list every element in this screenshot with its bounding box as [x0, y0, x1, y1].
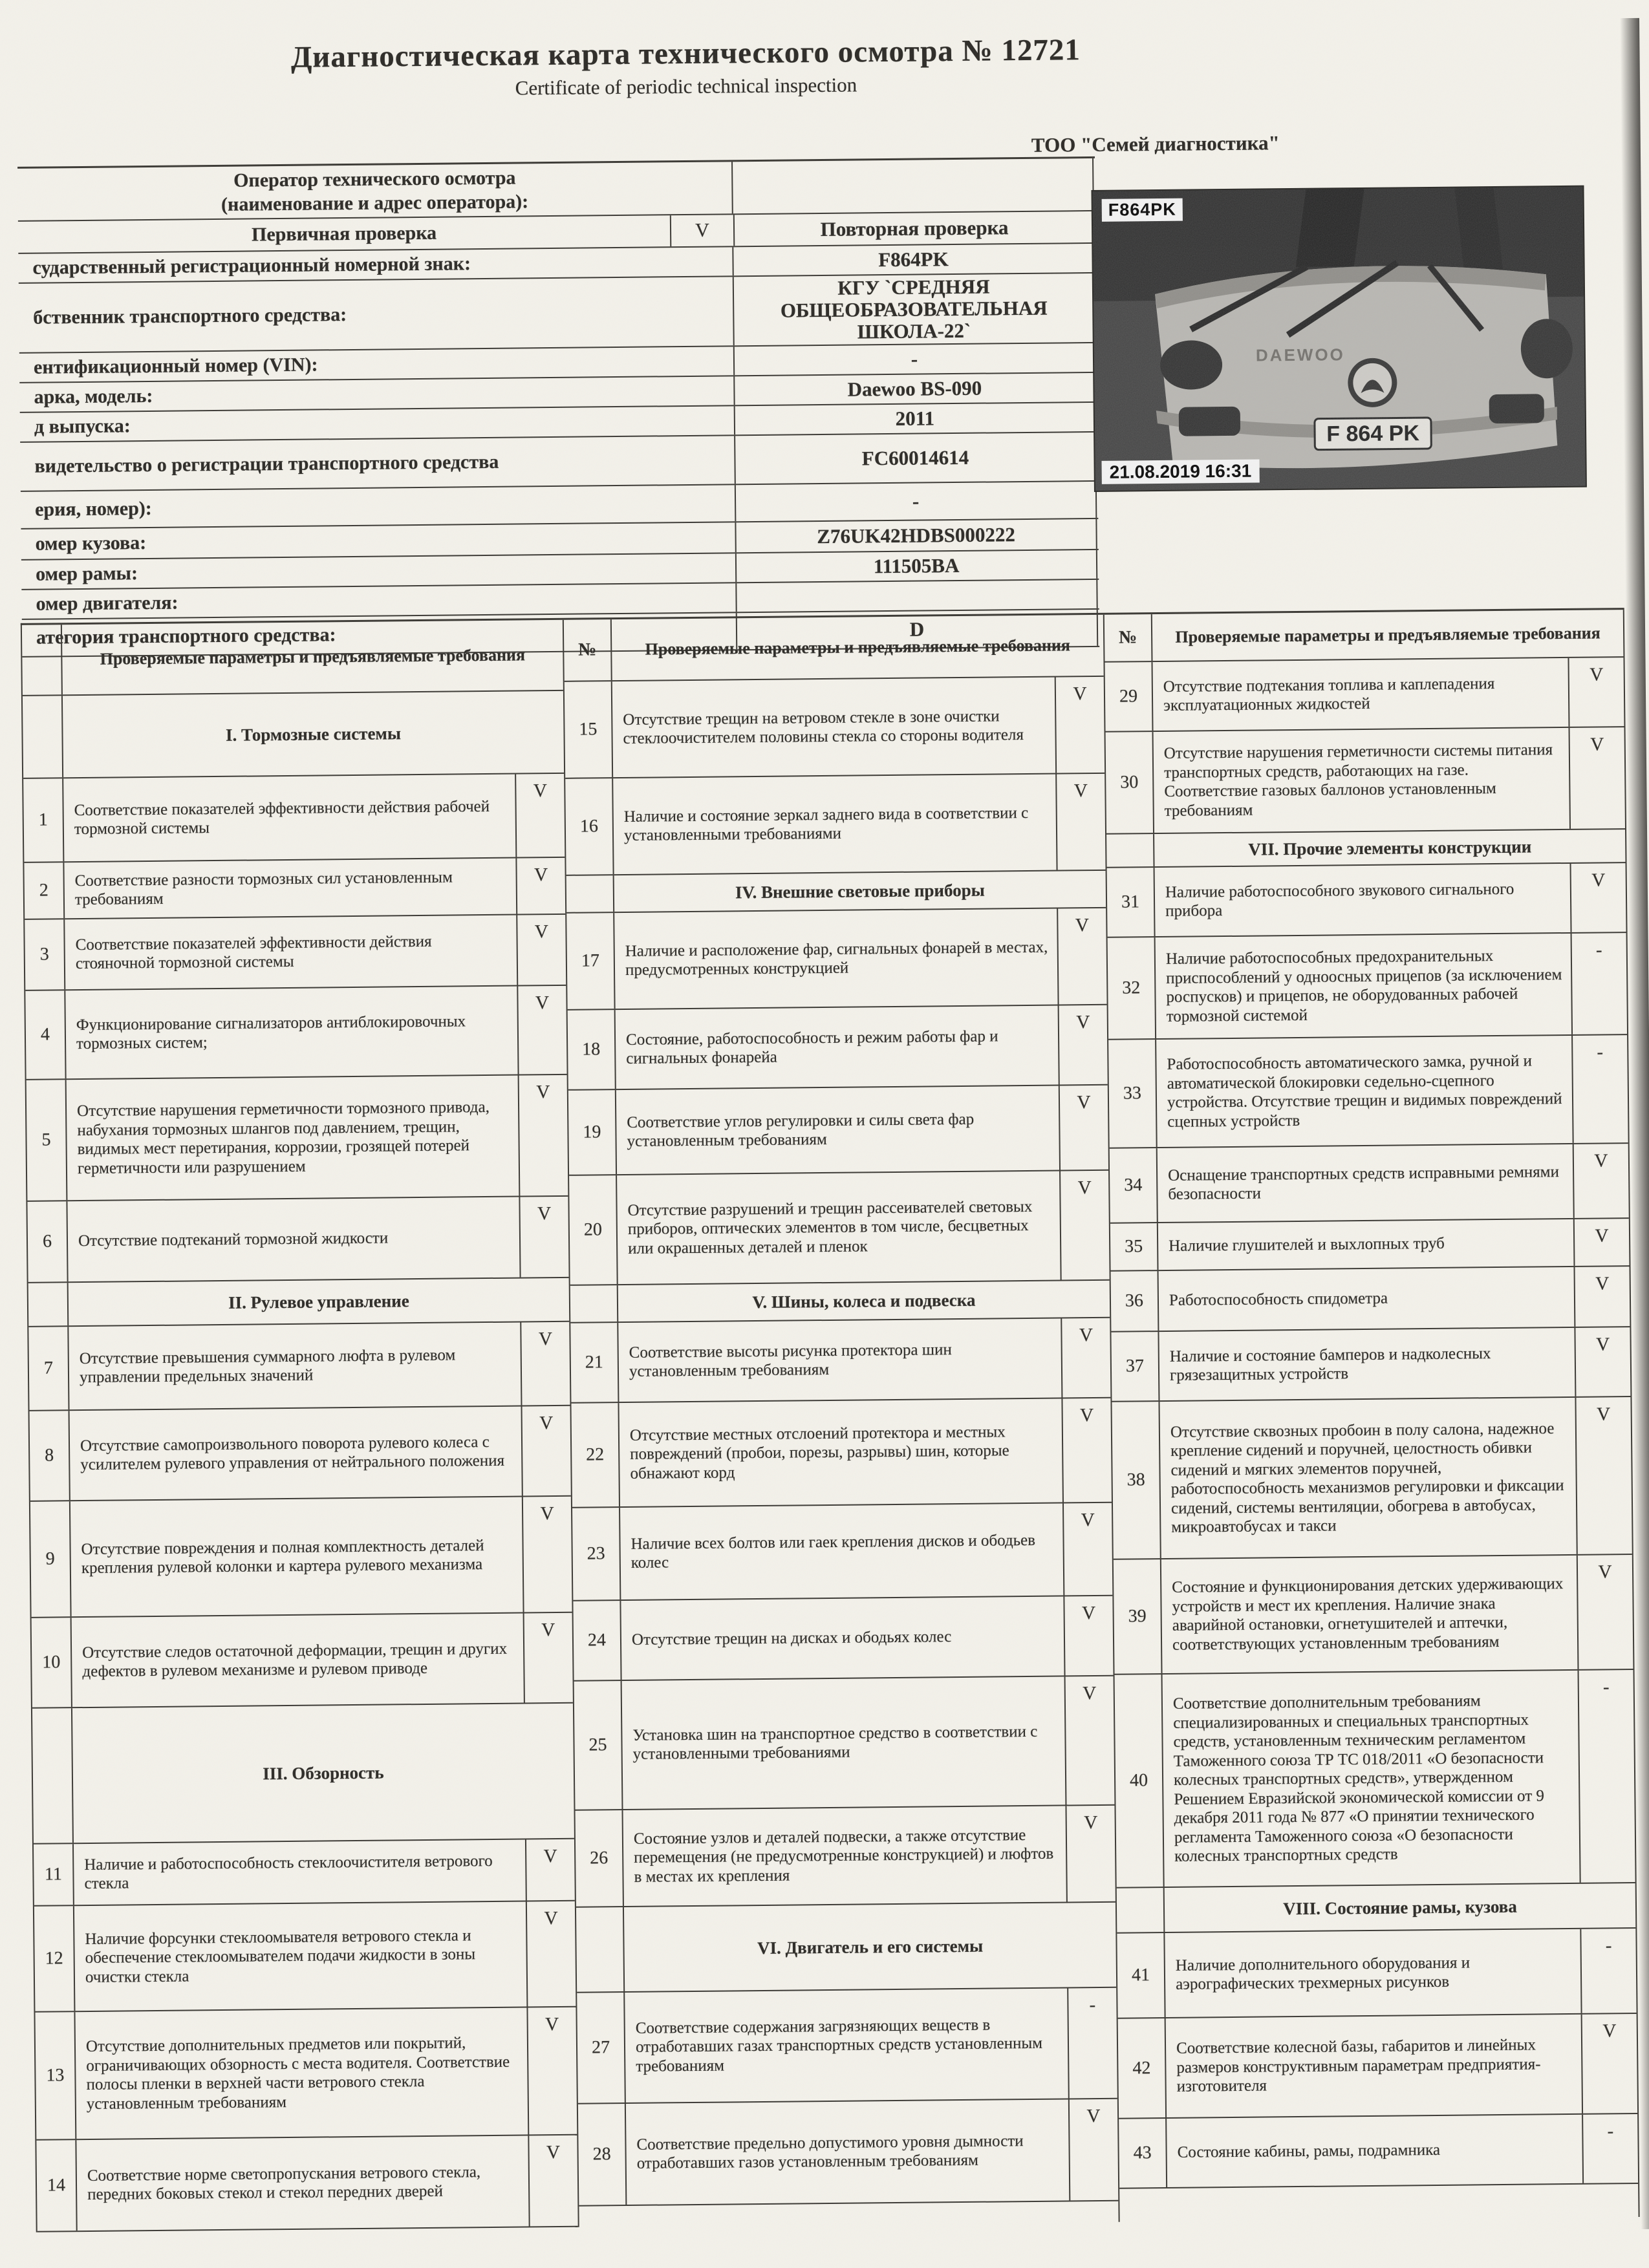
row-number: 10 — [32, 1618, 72, 1707]
row-number: 33 — [1108, 1040, 1158, 1148]
row-number: 1 — [23, 778, 64, 862]
row-text: Состояние и функционирования детских удерживающих устройств и мест их крепления. Наличие знака аварийной остановки, огнетушителей и аптечки, соответствующих установленным требованиям — [1161, 1556, 1579, 1673]
row-number: 6 — [27, 1201, 68, 1282]
row-checkmark: V — [1084, 1812, 1098, 1834]
row-text: Отсутствие местных отслоений протектора и местных повреждений (пробои, порезы, разрывы) шин, которые обнажают корд — [619, 1398, 1064, 1506]
row-checkmark: V — [1076, 1012, 1090, 1033]
section-row — [570, 1281, 1110, 1323]
table-row — [30, 1406, 571, 1502]
section-header: III. Обзорность — [263, 1762, 384, 1783]
row-text: Оснащение транспортных средств исправными ремнями безопасности — [1158, 1144, 1575, 1222]
section-number-cell — [32, 1708, 74, 1843]
row-number: 34 — [1110, 1148, 1158, 1223]
table-row — [566, 908, 1106, 1011]
section-header: VI. Двигатель и его системы — [757, 1936, 984, 1958]
table-row — [573, 1596, 1113, 1682]
row-text: Соответствие высоты рисунка протектора шин установленным требованиям — [618, 1318, 1062, 1402]
field-value: 2011 — [734, 403, 1096, 434]
row-number: 23 — [572, 1508, 621, 1600]
repeat-check-label: Повторная проверка — [733, 211, 1095, 246]
row-checkmark: V — [1594, 1150, 1608, 1171]
field-value: Daewoo BS-090 — [733, 373, 1095, 405]
row-text: Отсутствие самопроизвольного поворота рулевого колеса с усилителем рулевого управления от нейтрального положения — [70, 1407, 523, 1501]
row-number: 36 — [1111, 1271, 1159, 1331]
row-text: Соответствие углов регулировки и силы света фар установленным требованиям — [616, 1086, 1061, 1175]
row-text: Наличие всех болтов или гаек крепления дисков и ободьев колес — [620, 1503, 1064, 1599]
table-row — [25, 986, 566, 1080]
row-number: 39 — [1114, 1559, 1163, 1674]
row-checkmark: V — [1075, 915, 1090, 936]
row-checkmark: V — [541, 1620, 555, 1641]
row-checkmark: V — [534, 864, 548, 886]
field-value: D — [736, 610, 1099, 649]
section-header: IV. Внешние световые приборы — [735, 880, 985, 902]
table-row — [1106, 727, 1625, 835]
section-number-cell — [1117, 1888, 1165, 1932]
row-number: 4 — [25, 990, 66, 1079]
table-row — [1117, 1929, 1636, 2019]
table-row — [1108, 1035, 1628, 1149]
row-text: Отсутствие подтеканий тормозной жидкости — [67, 1197, 521, 1282]
row-number: 16 — [565, 778, 614, 875]
row-text: Отсутствие превышения суммарного люфта в рулевом управлении предельных значений — [69, 1323, 522, 1410]
row-checkmark: V — [1596, 1334, 1610, 1355]
row-number: 12 — [34, 1906, 76, 2011]
section-header: II. Рулевое управление — [228, 1290, 409, 1312]
row-text: Отсутствие нарушения герметичности системы питания транспортных средств, работающих на газе. Соответствие газовых баллонов установленным требованиям — [1154, 728, 1571, 833]
field-value: КГУ `СРЕДНЯЯ ОБЩЕОБРАЗОВАТЕЛЬНАЯ ШКОЛА-22` — [733, 273, 1095, 346]
table-row — [577, 1988, 1117, 2104]
table-row — [1108, 933, 1627, 1040]
row-checkmark: V — [545, 2014, 559, 2035]
table-row — [571, 1398, 1112, 1508]
field-label: ентификационный номер (VIN): — [33, 354, 318, 379]
inspection-column-right — [1105, 610, 1640, 2222]
section-header: VII. Прочие элементы конструкции — [1248, 836, 1532, 859]
row-number: 5 — [27, 1080, 68, 1201]
field-label: арка, модель: — [34, 385, 153, 409]
row-text: Наличие и состояние бамперов и надколесных грязезащитных устройств — [1159, 1328, 1576, 1400]
row-number: 11 — [34, 1844, 74, 1905]
row-number: 42 — [1118, 2018, 1167, 2118]
table-row — [576, 1806, 1116, 1908]
row-checkmark: V — [1081, 1510, 1095, 1531]
inspection-table — [21, 608, 1640, 2232]
primary-check-label: Первичная проверка — [251, 222, 437, 246]
row-checkmark: V — [536, 1082, 550, 1103]
row-text: Отсутствие разрушений и трещин рассеивателей световых приборов, оптических элементов в том числе, бесцветных или окрашенных деталей и пленок — [617, 1171, 1062, 1285]
field-label: омер рамы: — [35, 562, 138, 586]
vehicle-fields — [18, 244, 1099, 658]
operator-name: ТОО "Семей диагностика" — [1031, 131, 1280, 156]
row-checkmark: V — [1598, 1561, 1612, 1583]
row-checkmark: V — [1080, 1405, 1094, 1426]
row-text: Соответствие колесной базы, габаритов и линейных размеров конструктивным параметрам предприятия-изготовителя — [1166, 2015, 1583, 2117]
field-label: ерия, номер): — [34, 498, 152, 521]
inspection-column-left — [22, 620, 579, 2232]
row-text: Соответствие предельно допустимого уровня дымности отработавших газов установленным требованиям — [626, 2099, 1070, 2205]
table-row — [565, 774, 1105, 876]
photo-timestamp: 21.08.2019 16:31 — [1102, 460, 1260, 484]
row-checkmark: V — [1591, 870, 1606, 891]
table-row — [28, 1322, 570, 1411]
field-label: видетельство о регистрации транспортного средства — [34, 451, 499, 478]
row-checkmark: V — [1079, 1325, 1094, 1346]
table-row — [1110, 1219, 1630, 1272]
row-checkmark: V — [546, 2142, 561, 2163]
row-checkmark: V — [538, 1329, 553, 1350]
section-row — [32, 1704, 574, 1845]
parameters-column-header: Проверяемые параметры и предъявляемые требования — [645, 636, 1071, 659]
row-number: 31 — [1107, 868, 1156, 937]
number-column-header — [22, 625, 63, 695]
operator-row — [17, 158, 1095, 222]
table-row — [30, 1497, 572, 1618]
row-text: Соответствие дополнительным требованиям специализированных и специальных транспортных средств, установленным техническим регламентом Таможенного союза ТР ТС 018/2011 «О безопасности колесных транспортных средств», утвержденном Решением Евразийской экономической комиссии от 9 декабря 2011 года № 877 «О принятии технического регламента Таможенного союза «О безопасности колесных транспортных средств — [1163, 1671, 1581, 1887]
row-text: Состояние узлов и деталей подвески, а также отсутствие перемещения (не предусмотренные конструкцией) и люфтов в местах их крепления — [623, 1806, 1068, 1906]
table-row — [1111, 1327, 1630, 1402]
row-number: 15 — [565, 681, 613, 778]
row-number: 24 — [573, 1601, 621, 1680]
table-row — [572, 1503, 1112, 1601]
table-row — [1114, 1555, 1633, 1675]
row-number: 37 — [1111, 1332, 1159, 1401]
row-text: Отсутствие дополнительных предметов или покрытий, ограничивающих обзорность с места водителя. Соответствие полосы пленки в верхней части ветрового стекла установленным требованиям — [75, 2007, 529, 2139]
operator-label: Оператор технического осмотра (наименование и адрес оператора): — [221, 167, 529, 215]
bus-license-plate: F 864 PK — [1326, 421, 1420, 447]
row-checkmark: V — [1595, 1273, 1610, 1294]
field-label: бственник транспортного средства: — [33, 304, 347, 329]
table-row — [32, 1613, 573, 1709]
row-number: 3 — [25, 919, 65, 990]
row-checkmark: - — [1089, 1995, 1096, 2016]
row-text: Наличие и расположение фар, сигнальных фонарей в местах, предусмотренных конструкцией — [614, 909, 1059, 1009]
row-checkmark: V — [1077, 1177, 1092, 1199]
photo-plate-label: F864PK — [1102, 198, 1183, 222]
primary-check-mark: V — [670, 215, 733, 246]
row-checkmark: V — [535, 992, 550, 1014]
row-number: 28 — [578, 2104, 627, 2205]
table-row — [568, 1086, 1108, 1176]
section-number-cell — [566, 875, 615, 912]
section-row — [28, 1278, 570, 1327]
row-text: Отсутствие трещин на дисках и ободьях колес — [621, 1596, 1065, 1680]
page-title: Диагностическая карта технического осмотра № 12721 — [290, 33, 1081, 74]
section-header: VIII. Состояние рамы, кузова — [1283, 1896, 1517, 1918]
row-text: Соответствие показателей эффективности действия стояночной тормозной системы — [65, 915, 518, 990]
row-text: Наличие форсунки стеклоомывателя ветрового стекла и обеспечение стеклоомывателем подачи жидкости в зоны очистки стекла — [74, 1901, 528, 2011]
row-text: Состояние, работоспособность и режим работы фар и сигнальных фонарейа — [616, 1006, 1060, 1089]
field-value: 111505BA — [735, 550, 1097, 582]
row-number: 20 — [569, 1175, 618, 1285]
vehicle-photo — [1093, 187, 1586, 491]
section-number-cell — [23, 696, 63, 778]
row-number: 8 — [30, 1411, 70, 1501]
table-row — [1111, 1267, 1630, 1332]
section-number-cell — [576, 1907, 625, 1992]
table-row — [1112, 1397, 1632, 1560]
number-column-header: № — [564, 619, 612, 681]
section-header: I. Тормозные системы — [225, 723, 402, 745]
table-row — [35, 2007, 577, 2141]
field-value: - — [733, 343, 1095, 375]
section-number-cell — [28, 1283, 69, 1326]
section-row — [1106, 829, 1625, 868]
table-row — [1107, 863, 1626, 938]
row-checkmark: V — [1595, 1225, 1609, 1246]
section-row — [23, 691, 564, 779]
table-row — [569, 1171, 1110, 1286]
row-text: Наличие и состояние зеркал заднего вида в соответствии с установленными требованиями — [613, 775, 1057, 875]
parameters-column-header: Проверяемые параметры и предъявляемые требования — [1175, 623, 1600, 647]
row-checkmark: V — [534, 921, 549, 943]
row-number: 19 — [568, 1090, 617, 1175]
row-number: 7 — [28, 1327, 69, 1410]
row-text: Работоспособность спидометра — [1159, 1267, 1576, 1331]
row-text: Соответствие содержания загрязняющих веществ в отработавших газах транспортных средств установленным требованиям — [625, 1988, 1070, 2102]
table-row — [570, 1318, 1110, 1404]
table-row — [27, 1075, 568, 1202]
row-checkmark: V — [1077, 1092, 1091, 1113]
table-header-row — [1105, 610, 1624, 663]
row-text: Установка шин на транспортное средство в соответствии с установленными требованиями — [622, 1676, 1067, 1809]
table-row — [1119, 2114, 1638, 2189]
row-number: 18 — [568, 1010, 616, 1089]
row-text: Отсутствие повреждения и полная комплектность деталей крепления рулевой колонки и картера рулевого механизма — [70, 1497, 524, 1617]
row-number: 29 — [1105, 662, 1153, 731]
table-row — [568, 1005, 1108, 1091]
row-text: Соответствие показателей эффективности действия рабочей тормозной системы — [63, 775, 517, 862]
row-number: 30 — [1106, 732, 1154, 833]
parameters-column-header: Проверяемые параметры и предъявляемые требования — [100, 645, 526, 669]
table-row — [578, 2099, 1118, 2207]
row-checkmark: V — [1081, 1603, 1096, 1624]
row-text: Наличие дополнительного оборудования и аэрографических трехмерных рисунков — [1165, 1929, 1582, 2017]
table-row — [24, 858, 565, 920]
row-number: 43 — [1119, 2119, 1167, 2188]
row-text: Отсутствие нарушения герметичности тормозного привода, набухания тормозных шлангов под давлением, трещин, видимых мест перетирания, коррозии, грозящей потерей герметичности или разрушением — [67, 1076, 521, 1201]
row-text: Отсутствие подтекания топлива и каплепадения эксплуатационных жидкостей — [1152, 658, 1569, 731]
table-row — [34, 1839, 575, 1907]
row-number: 26 — [576, 1810, 624, 1907]
table-row — [1115, 1670, 1635, 1888]
row-text: Отсутствие следов остаточной деформации, трещин и других дефектов в рулевом механизме и рулевом приводе — [72, 1613, 525, 1707]
table-row — [36, 2135, 577, 2232]
table-header-row — [564, 615, 1104, 682]
row-checkmark: V — [533, 780, 547, 802]
row-text: Наличие работоспособного звукового сигнального прибора — [1155, 864, 1572, 936]
vehicle-field-row — [19, 273, 1097, 354]
row-checkmark: - — [1607, 2121, 1614, 2142]
row-text: Соответствие норме светопропускания ветрового стекла, передних боковых стекол и стекол передних дверей — [76, 2135, 530, 2231]
table-row — [1105, 658, 1624, 733]
row-number: 13 — [35, 2012, 76, 2139]
row-checkmark: V — [1073, 683, 1087, 705]
row-checkmark: V — [539, 1413, 554, 1434]
field-value — [735, 580, 1097, 612]
field-value: - — [735, 482, 1097, 521]
row-number: 9 — [30, 1501, 72, 1617]
table-row — [574, 1676, 1115, 1811]
vehicle-info-table — [17, 156, 1099, 658]
row-number: 22 — [571, 1403, 620, 1507]
row-text: Отсутствие сквозных пробоин в полу салона, надежное крепление сидений и поручней, целостность обивки сидений и мягких элементов поручней, работоспособность механизмов регулировки и фиксации сидений, системы вентиляции, обогрева в автобусах, микроавтобусах и такси — [1159, 1398, 1577, 1558]
row-checkmark: V — [543, 1846, 557, 1867]
row-number: 27 — [577, 1993, 626, 2103]
svg-text:DAEWOO: DAEWOO — [1255, 345, 1345, 365]
row-number: 40 — [1115, 1674, 1165, 1887]
table-header-row — [22, 620, 563, 696]
section-number-cell — [1106, 834, 1154, 867]
row-checkmark: V — [544, 1908, 558, 1929]
inspection-column-middle — [564, 615, 1120, 2227]
row-text: Состояние кабины, рамы, подрамника — [1167, 2115, 1584, 2187]
table-row — [1118, 2014, 1637, 2119]
field-label: омер кузова: — [35, 532, 147, 555]
number-column-header: № — [1105, 614, 1153, 661]
row-checkmark: V — [537, 1203, 552, 1225]
section-header: V. Шины, колеса и подвеска — [752, 1290, 976, 1312]
row-checkmark: - — [1602, 1676, 1610, 1698]
row-checkmark: V — [1590, 664, 1604, 685]
operator-value-cell — [731, 158, 1094, 213]
row-number: 38 — [1112, 1402, 1161, 1559]
table-row — [23, 774, 565, 863]
field-label: омер двигателя: — [36, 592, 178, 615]
field-value: FC60014614 — [734, 433, 1097, 484]
row-checkmark: V — [1602, 2020, 1617, 2042]
table-row — [34, 1901, 576, 2013]
row-number: 14 — [36, 2140, 77, 2231]
table-row — [27, 1197, 568, 1283]
row-number: 32 — [1108, 937, 1156, 1039]
field-label: атегория транспортного средства: — [36, 624, 336, 649]
section-number-cell — [570, 1285, 619, 1322]
table-row — [565, 677, 1105, 779]
bus-photo-illustration — [1093, 187, 1586, 491]
row-number: 21 — [570, 1323, 619, 1402]
row-text: Наличие и работоспособность стеклоочистителя ветрового стекла — [74, 1839, 527, 1905]
table-row — [1110, 1144, 1629, 1224]
row-checkmark: V — [1590, 734, 1604, 755]
row-checkmark: V — [1083, 1683, 1097, 1704]
row-text: Функционирование сигнализаторов антиблокировочных тормозных систем; — [65, 987, 519, 1079]
field-label: д выпуска: — [34, 415, 131, 438]
field-value: F864PK — [732, 244, 1094, 275]
row-checkmark: V — [1086, 2105, 1101, 2127]
section-row — [576, 1903, 1116, 1993]
row-text: Наличие глушителей и выхлопных труб — [1158, 1219, 1575, 1270]
section-row — [566, 871, 1106, 914]
section-row — [1117, 1883, 1636, 1934]
row-checkmark: - — [1595, 939, 1602, 961]
row-text: Соответствие разности тормозных сил установленным требованиям — [64, 859, 517, 919]
row-text: Работоспособность автоматического замка, ручной и автоматической блокировки седельно-сцепного устройства. Отсутствие трещин и видимых повреждений сцепных устройств — [1156, 1036, 1574, 1147]
table-row — [25, 915, 566, 991]
page-subtitle: Certificate of periodic technical inspection — [515, 73, 857, 100]
row-text: Отсутствие трещин на ветровом стекле в зоне очистки стеклоочистителем половины стекла со стороны водителя — [612, 678, 1057, 778]
row-number: 2 — [24, 862, 65, 919]
row-number: 35 — [1110, 1223, 1159, 1270]
field-label: сударственный регистрационный номерной знак: — [32, 253, 471, 279]
row-checkmark: - — [1597, 1042, 1604, 1063]
row-number: 17 — [566, 913, 615, 1009]
row-checkmark: V — [1597, 1404, 1611, 1425]
row-checkmark: - — [1605, 1935, 1612, 1956]
field-value: Z76UK42HDBS000222 — [735, 519, 1097, 552]
row-checkmark: V — [540, 1503, 554, 1524]
row-checkmark: V — [1073, 780, 1088, 802]
row-text: Наличие работоспособных предохранительных приспособлений у одноосных прицепов (за исключением роспусков) и прицепов, не оборудованных рабочей тормозной системой — [1156, 934, 1573, 1038]
row-number: 41 — [1117, 1933, 1165, 2018]
row-number: 25 — [574, 1681, 623, 1810]
